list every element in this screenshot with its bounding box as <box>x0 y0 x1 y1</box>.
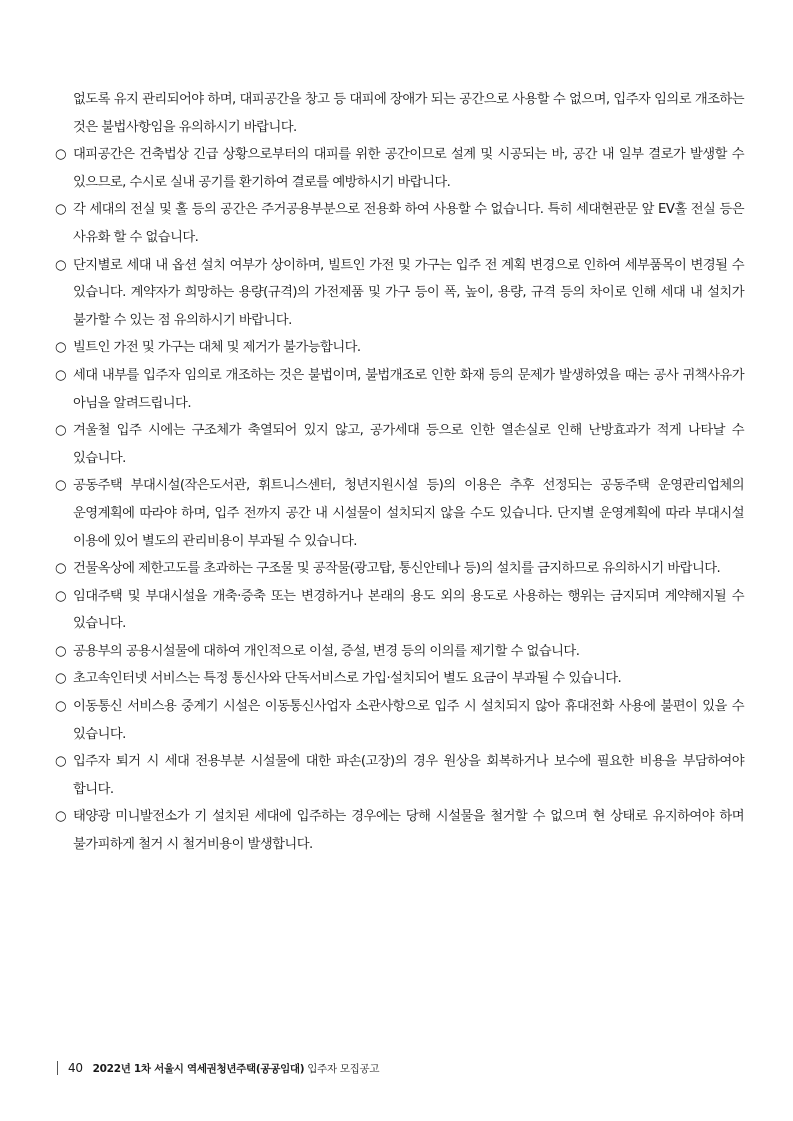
bullet-circle-icon: ○ <box>55 147 67 163</box>
list-item <box>54 748 744 803</box>
bullet-circle-icon: ○ <box>55 671 67 687</box>
list-item-text: 빌트인 가전 및 가구는 대체 및 제거가 불가능합니다. <box>73 340 361 356</box>
list-item <box>54 417 744 472</box>
page-footer <box>57 1060 379 1076</box>
list-item-text: 공용부의 공용시설물에 대하여 개인적으로 이설, 증설, 변경 등의 이의를 제기할 수 없습니다. <box>73 643 580 659</box>
bullet-circle-icon: ○ <box>55 423 67 439</box>
bullet-circle-icon: ○ <box>55 478 67 494</box>
bullet-circle-icon: ○ <box>55 340 67 356</box>
list-item-text: 공동주택 부대시설(작은도서관, 휘트니스센터, 청년지원시설 등)의 이용은 추후 선정되는 공동주택 운영관리업체의 운영계획에 따라야 하며, 입주 전까지 공간 내 시설물이 설치되지 않을 수도 있습니다. 단지별 운영계획에 따라 부대시설 이용에 있어 별도의 관리비용이 부과될 수 있습니다. <box>73 478 744 549</box>
list-item-text: 단지별로 세대 내 옵션 설치 여부가 상이하며, 빌트인 가전 및 가구는 입주 전 계획 변경으로 인하여 세부품목이 변경될 수 있습니다. 계약자가 희망하는 용량(규격)의 가전제품 및 가구 등이 폭, 높이, 용량, 규격 등의 차이로 인해 세대 내 설치가 불가할 수 있는 점 유의하시기 바랍니다. <box>73 257 744 328</box>
list-item <box>54 196 744 251</box>
list-item <box>54 638 744 666</box>
list-item <box>54 362 744 417</box>
list-item <box>54 141 744 196</box>
bullet-circle-icon: ○ <box>55 809 67 825</box>
bullet-circle-icon: ○ <box>55 699 67 715</box>
bullet-circle-icon: ○ <box>55 561 67 577</box>
bullet-circle-icon: ○ <box>55 588 67 604</box>
page-number: 40 <box>68 1061 83 1075</box>
list-item-text: 각 세대의 전실 및 홀 등의 공간은 주거공용부분으로 전용화 하여 사용할 수 없습니다. 특히 세대현관문 앞 EV홀 전실 등은 사유화 할 수 없습니다. <box>73 202 744 245</box>
continuation-paragraph: 없도록 유지 관리되어야 하며, 대피공간을 창고 등 대피에 장애가 되는 공간으로 사용할 수 없으며, 입주자 임의로 개조하는 것은 불법사항임을 유의하시기 바랍니다. <box>73 92 744 135</box>
list-item <box>54 555 744 583</box>
bullet-circle-icon: ○ <box>55 202 67 218</box>
list-item-text: 대피공간은 건축법상 긴급 상황으로부터의 대피를 위한 공간이므로 설계 및 시공되는 바, 공간 내 일부 결로가 발생할 수 있으므로, 수시로 실내 공기를 환기하여 결로를 예방하시기 바랍니다. <box>73 147 744 190</box>
list-item-text: 임대주택 및 부대시설을 개축·증축 또는 변경하거나 본래의 용도 외의 용도로 사용하는 행위는 금지되며 계약해지될 수 있습니다. <box>73 588 744 632</box>
list-item-text: 건물옥상에 제한고도를 초과하는 구조물 및 공작물(광고탑, 통신안테나 등)의 설치를 금지하므로 유의하시기 바랍니다. <box>73 561 721 577</box>
list-item <box>54 803 744 858</box>
list-item-text: 태양광 미니발전소가 기 설치된 세대에 입주하는 경우에는 당해 시설물을 철거할 수 없으며 현 상태로 유지하여야 하며 불가피하게 철거 시 철거비용이 발생합니다. <box>73 809 744 853</box>
list-item <box>54 334 744 362</box>
list-item-text: 입주자 퇴거 시 세대 전용부분 시설물에 대한 파손(고장)의 경우 원상을 회복하거나 보수에 필요한 비용을 부담하여야 합니다. <box>73 754 744 797</box>
notice-list <box>54 86 744 859</box>
list-item-text: 겨울철 입주 시에는 구조체가 축열되어 있지 않고, 공가세대 등으로 인한 열손실로 인해 난방효과가 적게 나타날 수 있습니다. <box>73 423 744 466</box>
footer-title-bold: 2022년 1차 서울시 역세권청년주택(공공임대) <box>92 1062 305 1075</box>
bullet-circle-icon: ○ <box>55 257 67 273</box>
list-item-text: 이동통신 서비스용 중계기 시설은 이동통신사업자 소관사항으로 입주 시 설치되지 않아 휴대전화 사용에 불편이 있을 수 있습니다. <box>73 699 744 742</box>
list-item-text: 초고속인터넷 서비스는 특정 통신사와 단독서비스로 가입·설치되어 별도 요금이 부과될 수 있습니다. <box>73 671 622 687</box>
bullet-circle-icon: ○ <box>55 643 67 659</box>
bullet-circle-icon: ○ <box>55 367 67 383</box>
list-item <box>54 472 744 555</box>
list-item <box>54 665 744 693</box>
footer-title-normal: 입주자 모집공고 <box>307 1062 380 1075</box>
list-item <box>54 252 744 335</box>
list-item-text: 세대 내부를 입주자 임의로 개조하는 것은 불법이며, 불법개조로 인한 화재 등의 문제가 발생하였을 때는 공사 귀책사유가 아님을 알려드립니다. <box>73 367 744 411</box>
footer-divider <box>57 1061 58 1075</box>
bullet-circle-icon: ○ <box>55 754 67 770</box>
list-item <box>54 583 744 638</box>
list-item <box>54 693 744 748</box>
